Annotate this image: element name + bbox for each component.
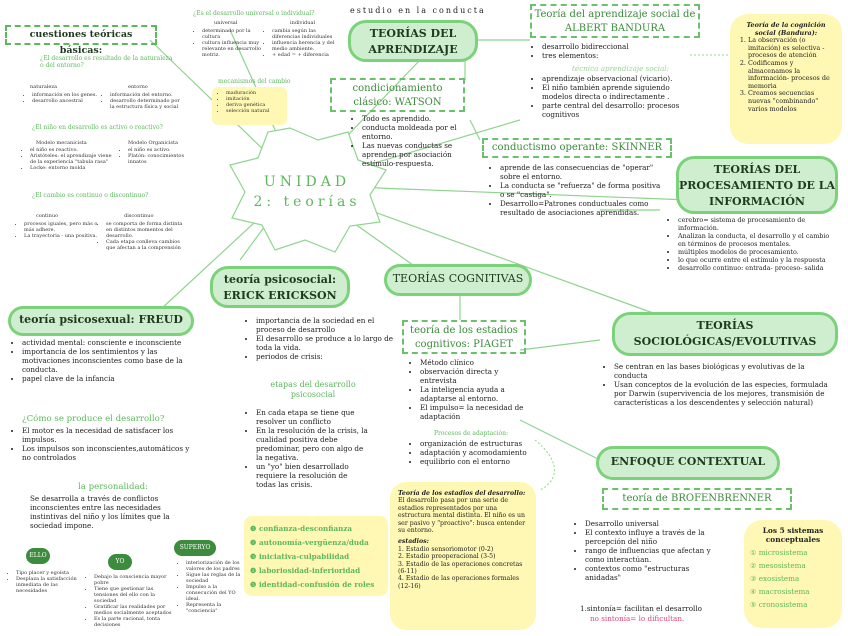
freud-item: • importancia de los sentimientos y las motivaciones inconscientes como base de la conducta.	[22, 347, 197, 374]
discontinuo-item: • Cada etapa conlleva cambios que afectan a la comprensión	[106, 239, 188, 251]
discontinuo-label: discontinuo	[124, 213, 154, 219]
entorno-list	[100, 92, 185, 110]
sociologicas-item: • Usan conceptos de la evolución de las especies, formulada por Darwin (supervivencia de los mejores, transmisión de características a los descendentes y selección natural)	[614, 380, 840, 407]
brofenbrenner-title: teoría de BROFENBRENNER	[602, 488, 792, 510]
crisis-item: ❹ laboriosidad-inferioridad	[250, 566, 361, 575]
sistema-item-label: microsistema	[758, 548, 808, 557]
watson-item: • Todo es aprendido.	[362, 114, 474, 123]
estadios-note	[390, 482, 536, 630]
skinner-title: conductismo operante: SKINNER	[482, 138, 672, 158]
etapas-list	[246, 408, 368, 489]
naturaleza-label: naturaleza	[30, 84, 57, 90]
crisis-item-label: confianza-desconfianza	[258, 524, 353, 533]
discontinuo-item: • se comporta de forma distinta en distintos momentos del desarrollo.	[106, 221, 188, 239]
ello-item: • Desplaza la satisfacción inmediata de las necesidades	[16, 576, 86, 594]
continuo-item: • procesos iguales, pero más o más adhere.	[24, 221, 100, 233]
contextual-item: • Desarrollo universal	[585, 519, 725, 528]
individual-list	[262, 28, 342, 58]
freud-item: • actividad mental: consciente e inconsciente	[22, 338, 197, 347]
individual-item: • cambia según las diferencias individuales	[272, 28, 342, 40]
estadios-subtitle: estadios:	[398, 538, 429, 546]
map-subtitle: estudio en la conducta	[350, 6, 486, 15]
skinner-item: • La conducta se "refuerza" de forma positiva o se "castiga".	[500, 181, 665, 199]
contextual-item: • El contexto influye a través de la percepción del niño	[585, 528, 725, 546]
organicista-list	[118, 147, 198, 165]
yo-item: • Es la parte racional, tonta decisiones	[94, 616, 174, 628]
mecanismos-title: mecanismos del cambio	[218, 78, 291, 85]
sistema-item: ② mesosistema	[750, 561, 806, 570]
question-universal: ¿Es el desarrollo universal o individual?	[193, 10, 315, 17]
procesamiento-list	[668, 216, 838, 272]
yo-item: • Gratificar las realidades por medios socialmente aceptados	[94, 604, 174, 616]
bandura-list	[532, 42, 702, 60]
erickson-title: teoría psicosocial: ERICK ERICKSON	[210, 266, 350, 308]
crisis-item: ❶ confianza-desconfianza	[250, 524, 353, 533]
naturaleza-item: • desarrollo ancestral	[32, 98, 100, 104]
freud-list	[12, 338, 197, 383]
mecanicista-item: • Aristóteles: el aprendizaje viene de la experiencia "tabula rasa"	[30, 153, 112, 165]
procesamiento-item: • desarrollo continuo: entrada- proceso- salida	[678, 264, 838, 272]
discontinuo-list	[96, 221, 188, 251]
universal-list	[192, 28, 262, 58]
adaptacion-title: Procesos de adaptación:	[434, 430, 509, 437]
bandura-subitem: • parte central del desarrollo: procesos cognitivos	[542, 101, 702, 119]
cuestiones-title: cuestiones teóricas básicas:	[5, 25, 157, 45]
mecanismo-item: • deriva genética	[226, 102, 283, 108]
mecanicista-item: • Locke: entorno molda	[30, 165, 112, 171]
crisis-item-label: laboriosidad-inferioridad	[258, 566, 361, 575]
crisis-item-label: identidad-confusión de roles	[258, 580, 375, 589]
crisis-item: ❺ identidad-confusión de roles	[250, 580, 375, 589]
aprendizaje-title: TEORÍAS DEL APRENDIZAJE	[348, 20, 478, 62]
watson-title: condicionamiento clásico: WATSON	[330, 78, 465, 112]
contextual-title: ENFOQUE CONTEXTUAL	[596, 446, 780, 480]
organicista-item: • Platón: conocimientos innatos	[128, 153, 198, 165]
sistema-item: ③ exosistema	[750, 574, 800, 583]
etapas-item: • En la resolución de la crisis, la cualidad positiva debe predominar, pero con algo de la negativa.	[256, 426, 368, 462]
bandura-item: • desarrollo bidireccional	[542, 42, 702, 51]
sistema-item-label: exosistema	[758, 574, 800, 583]
adaptacion-item: • organización de estructuras	[420, 439, 534, 448]
estadio-item: 4. Estadio de las operaciones formales (12-16)	[398, 575, 520, 590]
sociologicas-list	[604, 362, 840, 407]
bandura-sublist	[532, 74, 702, 119]
crisis-item-label: iniciativa-culpabilidad	[258, 552, 350, 561]
bandura-title: Teoría del aprendizaje social de ALBERT BANDURA	[530, 4, 700, 38]
center-title	[232, 172, 382, 212]
sistemas-list	[750, 546, 836, 611]
individual-item: • + edad = + diferencia	[272, 52, 342, 58]
yo-badge: YO	[108, 554, 132, 570]
yo-item: • Tiene que gestionar las tensiones del ello con la sociedad	[94, 586, 174, 604]
contextual-list	[575, 519, 725, 582]
naturaleza-list	[22, 92, 100, 104]
estadio-item: 2. Estadio preoperacional (3-5)	[398, 553, 496, 561]
piaget-title: teoría de los estadios cognitivos: PIAGET	[402, 320, 526, 354]
mecanicista-label: Modelo mecanicista	[36, 140, 87, 146]
mecanismo-item: • maduración	[226, 90, 283, 96]
cognitivas-title: TEORÍAS COGNITIVAS	[384, 264, 532, 296]
no-sintonia-text: no sintonía= lo dificultan.	[590, 614, 685, 623]
superyo-item: • Sigue las reglas de la sociedad	[186, 572, 246, 584]
procesamiento-item: • Analizan la conducta, el desarrollo y el cambio en términos de procesos mentales.	[678, 232, 838, 248]
question-continuo: ¿El cambio es continuo o discontinuo?	[32, 192, 149, 199]
bandura-item: • tres elementos:	[542, 51, 702, 60]
mecanicista-item: • el niño es reactivo.	[30, 147, 112, 153]
superyo-badge: SUPERYO	[174, 540, 216, 556]
skinner-item: • aprende de las consecuencias de "operar" sobre el entorno.	[500, 163, 665, 181]
freud-item: • papel clave de la infancia	[22, 374, 197, 383]
ello-badge: ELLO	[26, 548, 50, 564]
question-activo: ¿El niño en desarrollo es activo o reactivo?	[32, 124, 163, 131]
personalidad-body: Se desarrolla a través de conflictos inconscientes entre las necesidades instintivas del niño y los límites que la sociedad impone.	[30, 494, 170, 530]
personalidad-title: la personalidad:	[78, 482, 149, 492]
bandura-subtitle: técnica aprendizaje social:	[572, 64, 669, 73]
mecanismo-item: • selección natural	[226, 108, 283, 114]
erickson-list	[246, 316, 394, 361]
sistema-item: ④ macrosistema	[750, 587, 810, 596]
freud-title: teoría psicosexual: FREUD	[8, 306, 194, 336]
superyo-list	[176, 560, 246, 614]
adaptacion-item: • adaptación y acomodamiento	[420, 448, 534, 457]
sistemas-note	[744, 520, 842, 628]
adaptacion-list	[410, 439, 534, 466]
sintonia-text: 1.sintonía= facilitan el desarrollo	[580, 604, 702, 613]
cognicion-note	[730, 14, 842, 144]
erickson-item: • El desarrollo se produce a lo largo de toda la vida.	[256, 334, 394, 352]
crisis-item: ❷ autonomía-vergüenza/duda	[250, 538, 369, 547]
contextual-item: • rango de influencias que afectan y como interactúan.	[585, 546, 725, 564]
mecanismos-box	[212, 87, 287, 125]
crisis-item-label: autonomía-vergüenza/duda	[258, 538, 369, 547]
mecanicista-list	[20, 147, 112, 171]
cognicion-item: 3. Creamos secuencias nuevas "combinando" varios modelos	[748, 90, 834, 113]
yo-item: • Debajo la consciencia mayor pobre	[94, 574, 174, 586]
yo-list	[84, 574, 174, 628]
continuo-list	[14, 221, 100, 239]
organicista-item: • el niño es activo.	[128, 147, 198, 153]
superyo-item: • Representa la "conciencia"	[186, 602, 246, 614]
ello-list	[6, 570, 86, 594]
entorno-item: • información del entorno.	[110, 92, 185, 98]
individual-item: • influencia herencia y del medio ambiente.	[272, 40, 342, 52]
erickson-item: • importancia de la sociedad en el proceso de desarrollo	[256, 316, 394, 334]
entorno-item: • desarrollo determinado por la estructura física y social	[110, 98, 185, 110]
freud-question: ¿Cómo se produce el desarrollo?	[22, 414, 165, 424]
freud-qlist	[12, 426, 197, 462]
estadio-item: 1. Estadio sensoriomotor (0-2)	[398, 545, 494, 553]
estadio-item: 3. Estadio de las operaciones concretas (6-11)	[398, 560, 523, 576]
procesamiento-item: • múltiples modelos de procesamiento.	[678, 248, 838, 256]
piaget-list	[410, 358, 534, 421]
etapas-item: • En cada etapa se tiene que resolver un conflicto	[256, 408, 368, 426]
adaptacion-item: • equilibrio con el entorno	[420, 457, 534, 466]
etapas-title: etapas del desarrollo psicosocial	[270, 380, 356, 399]
piaget-item: • El impulso= la necesidad de adaptación	[420, 403, 534, 421]
etapas-item: • un "yo" bien desarrollado requiere la resolución de todas las crisis.	[256, 462, 368, 489]
sociologicas-title: TEORÍAS SOCIOLÓGICAS/EVOLUTIVAS	[612, 312, 838, 356]
superyo-item: • interiorización de los valores de los padres	[186, 560, 246, 572]
cognicion-item: 2. Codificamos y almacenamos la información- procesos de memoria	[748, 60, 834, 90]
watson-item: • Las nuevas conductas se aprenden por asociación estímulo-respuesta.	[362, 141, 474, 168]
sistema-item-label: macrosistema	[758, 587, 810, 596]
ello-item: • Tipo placer y egoísta	[16, 570, 86, 576]
entorno-label: entorno	[128, 84, 148, 90]
individual-label: individual	[290, 20, 316, 26]
estadios-title: Teoría de los estadios del desarrollo:	[398, 490, 526, 497]
bandura-subitem: • El niño también aprende siguiendo modelos directa o indirectamente .	[542, 83, 702, 101]
crisis-item: ❸ iniciativa-culpabilidad	[250, 552, 350, 561]
piaget-item: • La inteligencia ayuda a adaptarse al entorno.	[420, 385, 534, 403]
sociologicas-item: • Se centran en las bases biológicas y evolutivas de la conducta	[614, 362, 840, 380]
universal-item: • determinado por la cultura	[202, 28, 262, 40]
freud-qitem: • Los impulsos son inconscientes,automáticos y no controlados	[22, 444, 197, 462]
universal-label: universal	[214, 20, 238, 26]
center-title-line1: UNIDAD	[263, 174, 351, 190]
freud-qitem: • El motor es la necesidad de satisfacer los impulsos.	[22, 426, 197, 444]
skinner-list	[490, 163, 665, 217]
universal-item: • cultura influencia muy relevante en desarrollo motriz.	[202, 40, 262, 58]
sistemas-title: Los 5 sistemas conceptuales	[762, 526, 824, 544]
continuo-label: continuo	[36, 213, 59, 219]
sistema-item: ① microsistema	[750, 548, 808, 557]
cognicion-item: 1. La observación (o imitación) es selectiva - procesos de atención	[748, 37, 834, 60]
skinner-item: • Desarrollo=Patrones conductuales como resultado de asociaciones aprendidas.	[500, 199, 665, 217]
crisis-box	[244, 516, 388, 596]
cognicion-title: Teoría de la cognición social (Bandura):	[746, 21, 826, 37]
procesamiento-item: • lo que ocurre entre el estímulo y la respuesta	[678, 256, 838, 264]
center-title-line2: 2: teorías	[253, 194, 361, 210]
sistema-item-label: mesosistema	[758, 561, 806, 570]
contextual-item: • contextos como "estructuras anidadas"	[585, 564, 725, 582]
sistema-item-label: cronosistema	[758, 600, 808, 609]
procesamiento-item: • cerebro= sistema de procesamiento de información.	[678, 216, 838, 232]
erickson-item: • periodos de crisis:	[256, 352, 394, 361]
bandura-subitem: • aprendizaje observacional (vicario).	[542, 74, 702, 83]
organicista-label: Modelo Organicista	[128, 140, 178, 146]
sistema-item: ⑤ cronosistema	[750, 600, 808, 609]
superyo-item: • Impulso a la consecución del YO ideal.	[186, 584, 246, 602]
estadios-body: El desarrollo pasa por una serie de estadios representados por una estructura mental distinta. El niño es un ser pasivo y "proactivo": busca entender su entorno.	[398, 497, 526, 535]
watson-item: • conducta moldeada por el entorno.	[362, 123, 474, 141]
question-naturaleza: ¿El desarrollo es resultado de la naturaleza o del entorno?	[40, 55, 173, 69]
continuo-item: • La trayectoria - una positiva.	[24, 233, 100, 239]
mecanismo-item: • imitación	[226, 96, 283, 102]
procesamiento-title: TEORÍAS DEL PROCESAMIENTO DE LA INFORMACIÓN	[676, 156, 838, 214]
naturaleza-item: • información en los genes.	[32, 92, 100, 98]
watson-list	[352, 114, 474, 168]
piaget-item: • Método clínico	[420, 358, 534, 367]
piaget-item: • observación directa y entrevista	[420, 367, 534, 385]
